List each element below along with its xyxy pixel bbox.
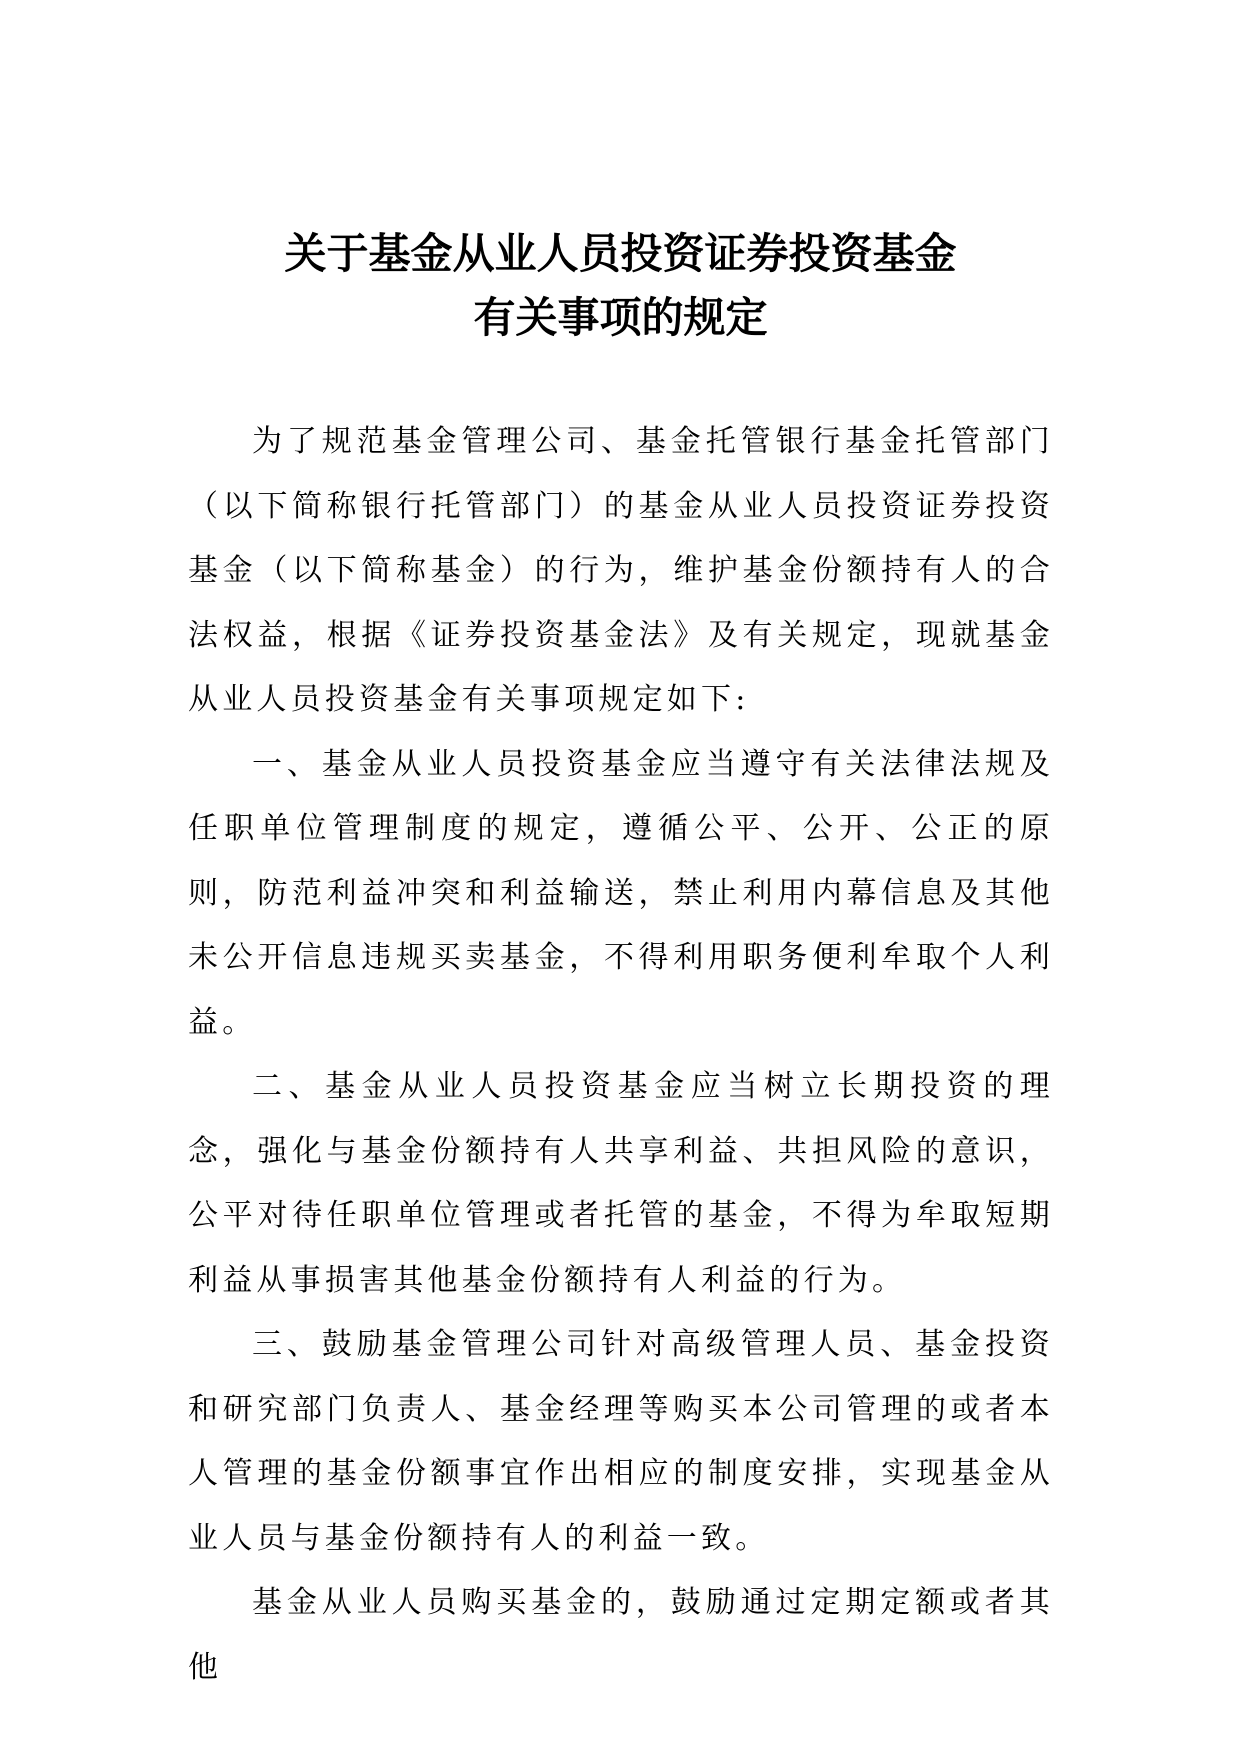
- title-line-1: 关于基金从业人员投资证券投资基金: [284, 229, 957, 278]
- paragraph-article-3-continued: 基金从业人员购买基金的，鼓励通过定期定额或者其他: [188, 1585, 1054, 1685]
- document-body: [188, 410, 1054, 1700]
- document-title: [0, 222, 1241, 350]
- paragraph-intro: 为了规范基金管理公司、基金托管银行基金托管部门（以下简称银行托管部门）的基金从业人员投资证券投资基金（以下简称基金）的行为，维护基金份额持有人的合法权益，根据《证券投资基金法》及有关规定，现就基金从业人员投资基金有关事项规定如下:: [188, 424, 1054, 717]
- paragraph-article-1: 一、基金从业人员投资基金应当遵守有关法律法规及任职单位管理制度的规定，遵循公平、公开、公正的原则，防范利益冲突和利益输送，禁止利用内幕信息及其他未公开信息违规买卖基金，不得利用职务便利牟取个人利益。: [188, 746, 1054, 1040]
- paragraph-article-2: 二、基金从业人员投资基金应当树立长期投资的理念，强化与基金份额持有人共享利益、共担风险的意识，公平对待任职单位管理或者托管的基金，不得为牟取短期利益从事损害其他基金份额持有人利益的行为。: [188, 1069, 1054, 1298]
- title-line-2: 有关事项的规定: [473, 293, 768, 342]
- paragraph-article-3: 三、鼓励基金管理公司针对高级管理人员、基金投资和研究部门负责人、基金经理等购买本公司管理的或者本人管理的基金份额事宜作出相应的制度安排，实现基金从业人员与基金份额持有人的利益一致。: [188, 1327, 1054, 1556]
